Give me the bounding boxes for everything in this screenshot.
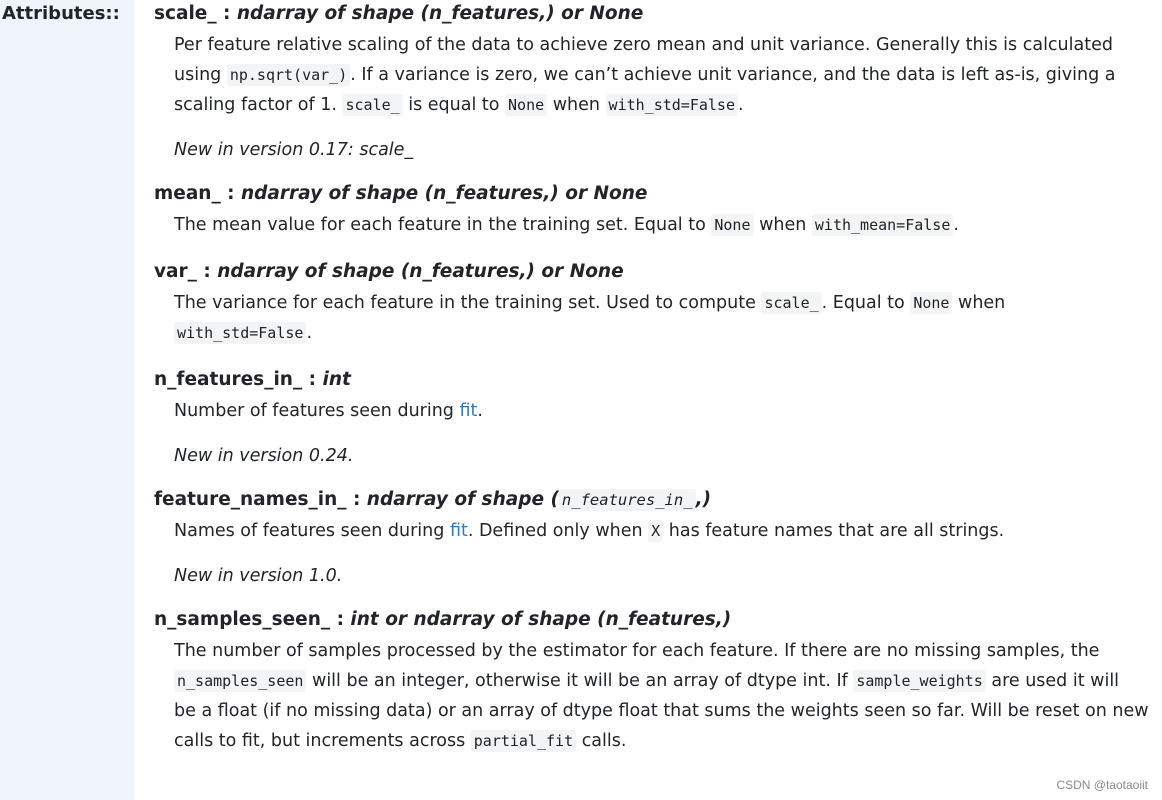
- text-run: Number of features seen during: [174, 401, 460, 421]
- description-line: [174, 210, 1162, 240]
- text-run: . If a variance is zero, we can’t achieve unit variance, and the data is left as-is, giving a: [350, 65, 1116, 85]
- text-run: Per feature relative scaling of the data to achieve zero mean and unit variance. Generally this is calculated: [174, 35, 1113, 55]
- attribute-type: int or ndarray of shape (n_features,): [350, 609, 732, 630]
- version-added-note: New in version 0.24.: [174, 446, 354, 466]
- separator: :: [346, 489, 367, 510]
- inline-code: partial_fit: [471, 730, 576, 752]
- inline-code: with_std=False: [606, 94, 738, 116]
- description-line: [174, 666, 1162, 696]
- description-line: [174, 516, 1162, 546]
- inline-code: None: [711, 214, 753, 236]
- description-line: [174, 696, 1162, 726]
- text-run: ndarray of shape (: [366, 489, 559, 510]
- attribute-description: [174, 636, 1162, 756]
- text-run: .: [306, 323, 313, 343]
- entry-spacer: [154, 348, 1162, 366]
- entry-spacer: [154, 468, 1162, 486]
- attribute-type: int: [322, 369, 351, 390]
- text-run: . Equal to: [821, 293, 911, 313]
- description-line: [174, 318, 1162, 348]
- entry-spacer: [154, 240, 1162, 258]
- attribute-entry-n-features-in: [154, 366, 1162, 468]
- description-line: [174, 636, 1162, 666]
- description-line: [174, 396, 1162, 426]
- text-run: will be an integer, otherwise it will be an array of dtype int. If: [306, 671, 854, 691]
- attribute-name: feature_names_in_: [154, 489, 347, 510]
- text-run: .: [737, 95, 744, 115]
- attribute-description: [174, 516, 1162, 546]
- entry-spacer: [154, 162, 1162, 180]
- attribute-entry-scale: [154, 0, 1162, 162]
- attribute-signature: [154, 366, 1162, 394]
- field-name-column: [0, 0, 134, 800]
- inline-code: with_std=False: [174, 322, 306, 344]
- text-run: .: [953, 215, 959, 235]
- description-line: [174, 60, 1162, 90]
- attribute-name: var_: [154, 261, 197, 282]
- separator: :: [330, 609, 351, 630]
- field-body: [134, 0, 1162, 800]
- version-added-note: New in version 0.17: scale_: [174, 140, 414, 160]
- text-run: The mean value for each feature in the training set. Equal to: [174, 215, 712, 235]
- attribute-signature: [154, 486, 1162, 514]
- text-run: are used it will: [985, 671, 1120, 691]
- entry-spacer: [154, 588, 1162, 606]
- text-run: when: [547, 95, 606, 115]
- fit-link[interactable]: fit: [449, 521, 468, 541]
- text-run: Names of features seen during: [174, 521, 450, 541]
- attribute-description: [174, 210, 1162, 240]
- attribute-entry-var: [154, 258, 1162, 348]
- description-line: [174, 726, 1162, 756]
- attribute-signature: [154, 258, 1162, 286]
- separator: :: [216, 3, 237, 24]
- attribute-type: ndarray of shape (n_features,) or None: [236, 3, 644, 24]
- attribute-type: ndarray of shape (n_features,) or None: [241, 183, 648, 204]
- inline-code: n_features_in_: [559, 489, 696, 511]
- watermark: CSDN @taotaoiit: [1056, 778, 1148, 792]
- attribute-description: [174, 30, 1162, 120]
- inline-code: X: [648, 520, 663, 542]
- description-line: [174, 90, 1162, 120]
- text-run: has feature names that are all strings.: [663, 521, 1005, 541]
- separator: :: [196, 261, 218, 282]
- text-run: is equal to: [402, 95, 506, 115]
- text-run: be a float (if no missing data) or an array of dtype float that sums the weights seen so far. Will be reset on new: [174, 701, 1149, 721]
- inline-code: scale_: [342, 94, 402, 116]
- attribute-signature: [154, 180, 1162, 208]
- attribute-name: n_features_in_: [154, 369, 303, 390]
- inline-code: with_mean=False: [812, 214, 953, 236]
- inline-code: None: [910, 292, 952, 314]
- text-run: . Defined only when: [467, 521, 649, 541]
- text-run: The number of samples processed by the estimator for each feature. If there are no missing samples, the: [174, 641, 1100, 661]
- text-run: calls to fit, but increments across: [174, 731, 471, 751]
- attribute-name: mean_: [154, 183, 221, 204]
- version-added-note: New in version 1.0.: [174, 566, 343, 586]
- description-line: [174, 30, 1162, 60]
- text-run: calls.: [576, 731, 627, 751]
- attribute-signature: [154, 0, 1162, 28]
- text-run: when: [952, 293, 1006, 313]
- fit-link[interactable]: fit: [459, 401, 478, 421]
- attribute-description: [174, 288, 1162, 348]
- separator: :: [220, 183, 242, 204]
- text-run: .: [477, 401, 483, 421]
- attribute-entry-feature-names-in: [154, 486, 1162, 588]
- text-run: The variance for each feature in the training set. Used to compute: [174, 293, 762, 313]
- description-line: [174, 288, 1162, 318]
- inline-code: scale_: [761, 292, 821, 314]
- attributes-label: Attributes::: [2, 3, 120, 24]
- separator: :: [302, 369, 323, 390]
- attribute-entry-n-samples-seen: [154, 606, 1162, 756]
- text-run: scaling factor of 1.: [174, 95, 343, 115]
- attribute-name: scale_: [154, 3, 217, 24]
- inline-code: np.sqrt(var_): [227, 64, 350, 86]
- attribute-entry-mean: [154, 180, 1162, 240]
- attribute-type: [367, 489, 711, 510]
- inline-code: sample_weights: [853, 670, 985, 692]
- inline-code: None: [505, 94, 547, 116]
- text-run: using: [174, 65, 227, 85]
- attribute-description: [174, 396, 1162, 426]
- text-run: ,): [695, 489, 712, 510]
- text-run: when: [753, 215, 812, 235]
- attribute-type: ndarray of shape (n_features,) or None: [217, 261, 624, 282]
- attribute-signature: [154, 606, 1162, 634]
- attribute-name: n_samples_seen_: [154, 609, 331, 630]
- inline-code: n_samples_seen: [174, 670, 306, 692]
